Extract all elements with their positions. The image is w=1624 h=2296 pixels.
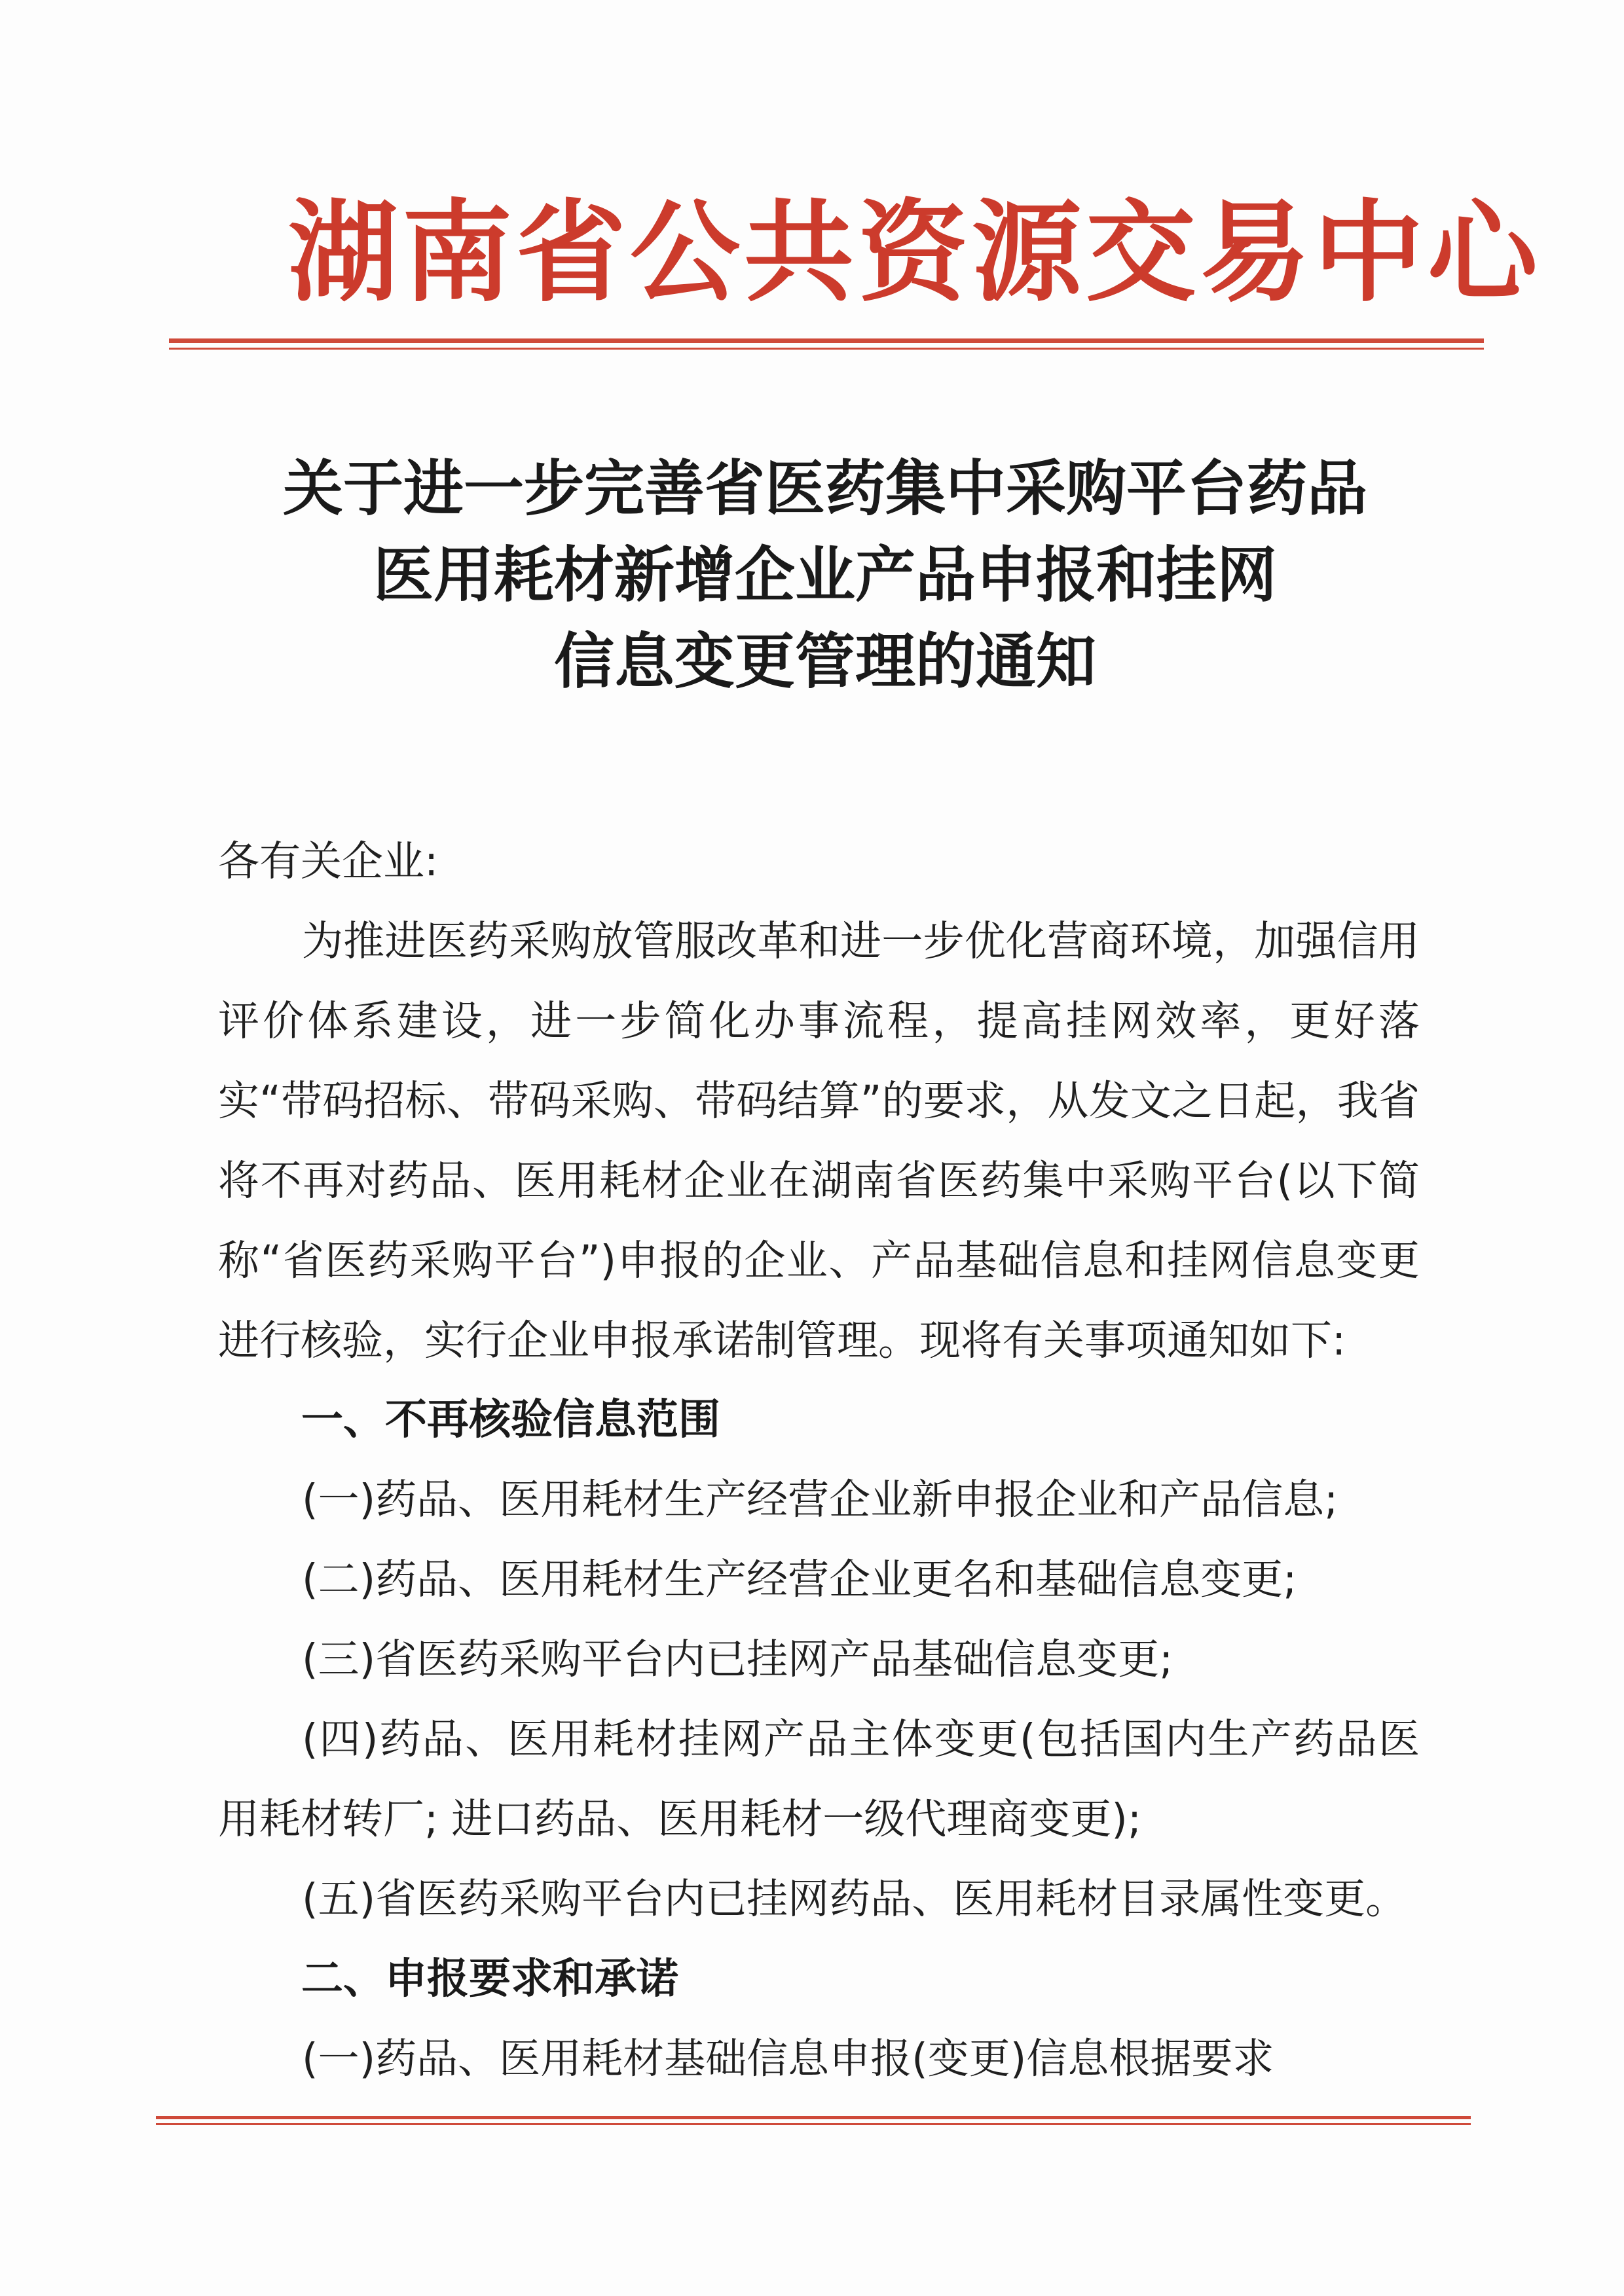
section-1-item: (四)药品、医用耗材挂网产品主体变更(包括国内生产药品医用耗材转厂; 进口药品、医用耗材一级代理商变更); [218,1715,1420,1843]
title-line-2: 医用耗材新增企业产品申报和挂网 [373,539,1277,610]
title-line-3: 信息变更管理的通知 [553,626,1096,697]
footer-rule [156,2116,1471,2119]
section-1-item: (一)药品、医用耗材生产经营企业新申报企业和产品信息; [302,1476,1338,1523]
section-1-item: (三)省医药采购平台内已挂网产品基础信息变更; [302,1635,1173,1683]
section-2-item: (一)药品、医用耗材基础信息申报(变更)信息根据要求 [302,2035,1274,2083]
letterhead-rule [169,338,1484,343]
letterhead-rule-thin [169,348,1484,350]
section-1-item: (二)药品、医用耗材生产经营企业更名和基础信息变更; [302,1556,1297,1603]
intro-paragraph: 为推进医药采购放管服改革和进一步优化营商环境，加强信用评价体系建设，进一步简化办事流程，提高挂网效率，更好落实“带码招标、带码采购、带码结算”的要求，从发文之日起，我省将不再对药品、医用耗材企业在湖南省医药集中采购平台(以下简称“省医药采购平台”)申报的企业、产品基础信息和挂网信息变更进行核验，实行企业申报承诺制管理。现将有关事项通知如下: [218,917,1420,1364]
letterhead-title: 湖南省公共资源交易中心 [288,187,1541,317]
salutation: 各有关企业: [218,837,439,885]
section-1-item: (五)省医药采购平台内已挂网药品、医用耗材目录属性变更。 [302,1875,1407,1923]
section-2-heading: 二、申报要求和承诺 [301,1955,678,2003]
footer-rule-thin [156,2123,1471,2125]
document-title [223,445,1428,704]
section-1-heading: 一、不再核验信息范围 [301,1396,720,1444]
title-line-1: 关于进一步完善省医药集中采购平台药品 [282,453,1367,524]
